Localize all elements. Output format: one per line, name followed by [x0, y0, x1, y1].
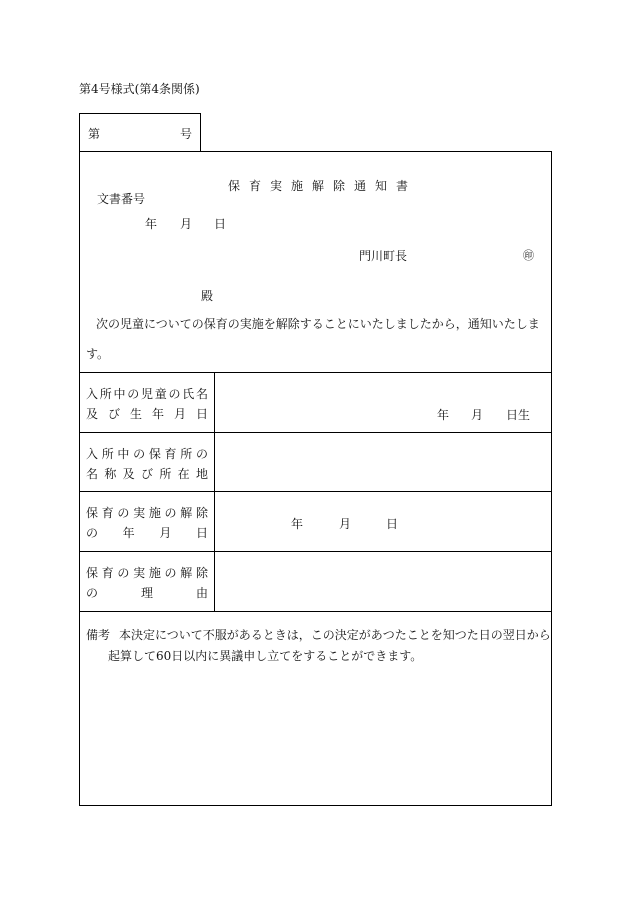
row-label-line: 名称及び所在地 [86, 467, 208, 481]
seal-mark: ㊞ [523, 249, 534, 262]
cancel-day: 日 [386, 517, 399, 531]
row-label-cancel-date [86, 503, 208, 543]
remarks-label: 備考 [86, 628, 111, 642]
row-label-line: の 年 月 日 [86, 526, 208, 540]
document-number-box [79, 113, 201, 151]
birth-day: 日生 [506, 408, 531, 422]
row-label-cancel-reason [86, 563, 208, 603]
cancel-year: 年 [291, 517, 304, 531]
body-text-line-1: 次の児童についての保育の実施を解除することにいたしましたから，通知いたしま [96, 317, 540, 331]
addressee-suffix: 殿 [201, 289, 214, 303]
divider [79, 551, 552, 552]
row-label-line: 入所中の保育所の [86, 447, 208, 461]
body-text-line-2: す。 [86, 347, 110, 361]
row-label-line: 保育の実施の解除 [86, 566, 208, 580]
document-title: 保育実施解除通知書 [228, 179, 418, 193]
row-label-line: 及び生年月日 [86, 407, 208, 421]
row-label-nursery [86, 444, 208, 484]
issue-date-year: 年 [145, 217, 158, 231]
birth-month: 月 [471, 408, 484, 422]
divider [79, 372, 552, 373]
remarks-line-1: 本決定について不服があるときは，この決定があつたことを知つた日の翌日から [119, 628, 551, 642]
row-label-line: の 理 由 [86, 586, 208, 600]
number-suffix: 号 [179, 127, 192, 141]
divider [79, 491, 552, 492]
divider [79, 432, 552, 433]
row-label-child-name [86, 384, 208, 424]
number-prefix: 第 [88, 127, 101, 141]
row-label-line: 保育の実施の解除 [86, 506, 208, 520]
doc-number-label: 文書番号 [97, 192, 146, 206]
issuer-name: 門川町長 [359, 249, 408, 263]
table-column-divider [214, 372, 215, 611]
birth-year: 年 [437, 408, 450, 422]
divider [79, 611, 552, 612]
issue-date-day: 日 [214, 217, 227, 231]
remarks-line-2: 起算して60日以内に異議申し立てをすることができます。 [108, 649, 423, 663]
issue-date-month: 月 [180, 217, 193, 231]
form-style-number: 第4号様式(第4条関係) [79, 82, 200, 96]
row-label-line: 入所中の児童の氏名 [86, 387, 208, 401]
cancel-month: 月 [339, 517, 352, 531]
